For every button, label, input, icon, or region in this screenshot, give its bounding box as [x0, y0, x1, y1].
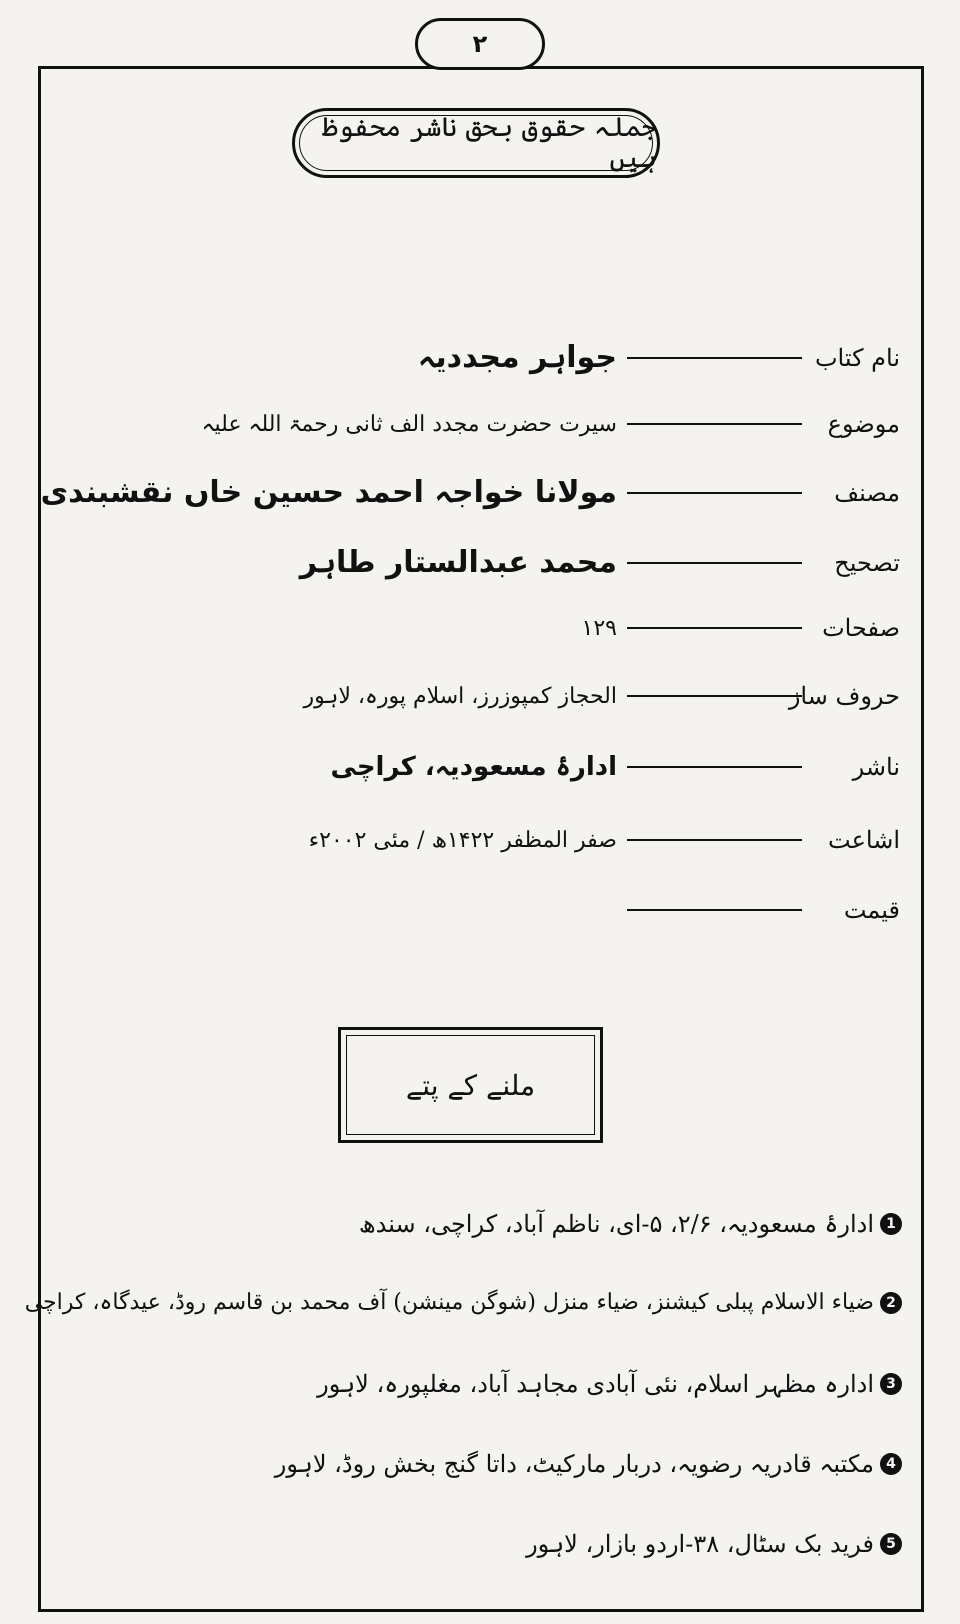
- detail-label: نام کتاب: [814, 343, 900, 372]
- address-text: ادارہ مظہر اسلام، نئی آبادی مجاہد آباد، مغلپورہ، لاہور: [317, 1370, 874, 1398]
- detail-row-publisher: [331, 752, 900, 782]
- address-text: ضیاء الاسلام پبلی کیشنز، ضیاء منزل (شوگن مینشن) آف محمد بن قاسم روڈ، عیدگاہ، کراچی: [24, 1290, 874, 1315]
- detail-row-editor: [300, 545, 900, 580]
- detail-dash: [627, 423, 802, 425]
- detail-value: صفر المظفر ۱۴۲۲ھ / مئی ۲۰۰۲ء: [308, 827, 617, 853]
- number-badge: 5: [880, 1533, 902, 1555]
- address-text: ادارۂ مسعودیہ، ۲/۶، ۵-ای، ناظم آباد، کراچی، سندھ: [358, 1210, 874, 1238]
- number-badge: 3: [880, 1373, 902, 1395]
- address-item: [275, 1450, 902, 1478]
- detail-value: ادارۂ مسعودیہ، کراچی: [330, 752, 617, 782]
- detail-dash: [627, 839, 802, 841]
- detail-value: سیرت حضرت مجدد الف ثانی رحمۃ اللہ علیہ: [201, 411, 617, 437]
- page-number: [415, 18, 545, 70]
- detail-label: صفحات: [822, 614, 900, 642]
- detail-label: تصحیح: [834, 548, 900, 577]
- detail-row-title: [418, 340, 900, 375]
- detail-dash: [627, 627, 802, 629]
- detail-dash: [627, 562, 802, 564]
- address-item: [526, 1530, 902, 1558]
- detail-dash: [627, 492, 802, 494]
- number-badge: 2: [880, 1292, 902, 1314]
- detail-value: محمد عبدالستار طاہر: [299, 545, 617, 580]
- detail-label: موضوع: [827, 410, 900, 438]
- detail-label: مصنف: [834, 478, 900, 507]
- address-item: [317, 1370, 902, 1398]
- detail-value: مولانا خواجہ احمد حسین خاں نقشبندی: [40, 475, 617, 510]
- detail-label: قیمت: [843, 896, 900, 924]
- number-badge: 4: [880, 1453, 902, 1475]
- detail-row-author: [41, 475, 900, 510]
- detail-row-price: [617, 896, 900, 924]
- detail-row-pages: [582, 614, 900, 642]
- detail-label: ناشر: [852, 753, 900, 781]
- address-item: [25, 1290, 902, 1315]
- rights-notice-box: [292, 108, 660, 178]
- address-text: مکتبہ قادریہ رضویہ، دربار مارکیٹ، داتا گنج بخش روڈ، لاہور: [274, 1450, 874, 1478]
- addresses-heading: ملنے کے پتے: [405, 1068, 536, 1102]
- rights-notice: جملہ حقوق بحق ناشر محفوظ ہیں: [322, 112, 657, 174]
- detail-value: الحجاز کمپوزرز، اسلام پورہ، لاہور: [303, 683, 617, 709]
- detail-value: ۱۲۹: [581, 615, 617, 641]
- number-badge: 1: [880, 1213, 902, 1235]
- detail-label: حروف ساز: [788, 682, 900, 710]
- detail-row-composer: [303, 682, 900, 710]
- detail-dash: [627, 766, 802, 768]
- detail-row-subject: [202, 410, 900, 438]
- detail-dash: [627, 695, 802, 697]
- detail-dash: [627, 357, 802, 359]
- addresses-heading-box: [338, 1027, 603, 1143]
- address-item: [359, 1210, 902, 1238]
- detail-value: جواہر مجددیہ: [417, 340, 617, 375]
- detail-dash: [627, 909, 802, 911]
- address-text: فرید بک سٹال، ۳۸-اردو بازار، لاہور: [526, 1530, 874, 1558]
- detail-row-edition: [309, 826, 900, 854]
- page-number-text: ۲: [472, 30, 488, 58]
- detail-label: اشاعت: [828, 826, 900, 854]
